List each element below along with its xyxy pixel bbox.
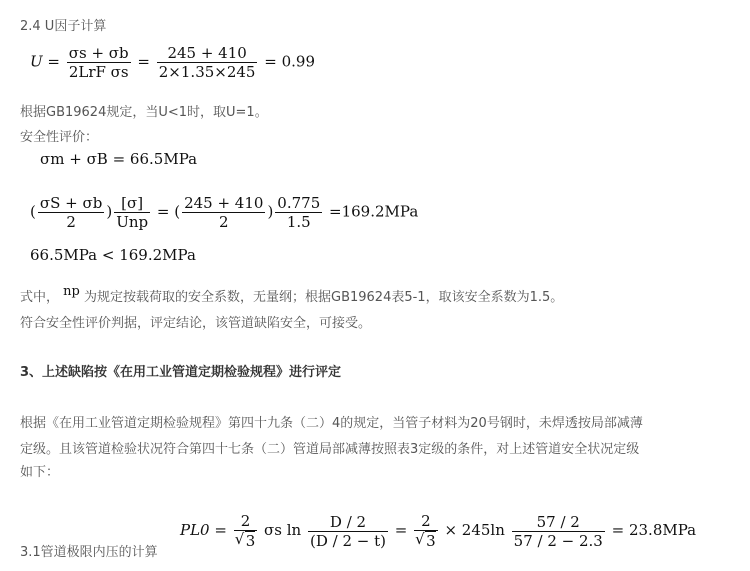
formula-u-frac1-num: σs + σb bbox=[68, 44, 129, 62]
formula-pl0-result: = 23.8MPa bbox=[611, 521, 697, 539]
explanation-symbol: np bbox=[63, 284, 80, 299]
section-3-para-line2: 定级。且该管道检验状况符合第四十七条（二）管道局部减薄按照表3定级的条件，对上述管道安全状况定级 bbox=[20, 442, 640, 457]
formula-u-frac1 bbox=[67, 44, 131, 81]
formula-pl0-frac4-num: 57 / 2 bbox=[512, 513, 605, 532]
section-3-para-line1: 根据《在用工业管道定期检验规程》第四十九条（二）4的规定，当管子材料为20号钢时，未焊透按局部减薄 bbox=[20, 416, 643, 431]
formula-pl0-frac4 bbox=[512, 513, 605, 550]
formula-ratio-frac-b-den: Unp bbox=[116, 213, 149, 231]
formula-ratio-frac-d bbox=[275, 194, 322, 231]
section-2-4-heading: 2.4 U因子计算 bbox=[20, 19, 107, 34]
formula-ratio-frac-c-num: 245 + 410 bbox=[184, 194, 264, 212]
formula-pl0-mid1: σs ln bbox=[264, 521, 302, 539]
gb-note: 根据GB19624规定，当U<1时，取U=1。 bbox=[20, 105, 268, 120]
section-3-para-line3: 如下： bbox=[20, 465, 60, 480]
formula-ratio-result: =169.2MPa bbox=[329, 202, 419, 221]
formula-pl0-mid2: × 245ln bbox=[444, 521, 505, 539]
formula-ratio-frac-a-den: 2 bbox=[66, 213, 76, 231]
safety-evaluation-label: 安全性评价： bbox=[20, 130, 99, 145]
formula-pl0-frac1-num: 2 bbox=[234, 512, 258, 531]
formula-pl0: PL0 = 2 √ 3 σs ln $\frac{D / 2}{(D / 2 - t)}$ = 2 √ 3 × 245ln $\frac{57 / 2}{57 / 2 - 2.3}$ = 23.8MPa bbox=[180, 512, 696, 550]
explanation-line bbox=[20, 284, 564, 308]
formula-ratio-frac-c bbox=[182, 194, 265, 231]
formula-u-frac2-den: 2×1.35×245 bbox=[158, 63, 256, 81]
formula-pl0-frac3 bbox=[414, 512, 438, 550]
formula-pl0-frac2 bbox=[308, 513, 388, 550]
formula-sum: σm + σB = 66.5MPa bbox=[40, 150, 198, 168]
formula-ratio-frac-c-den: 2 bbox=[218, 213, 229, 231]
formula-ratio-frac-b-num: [σ] bbox=[114, 194, 150, 213]
formula-ratio-frac-b bbox=[114, 194, 150, 231]
formula-ratio-frac-d-den: 1.5 bbox=[286, 213, 311, 231]
formula-ratio-frac-a-num: σS + σb bbox=[39, 194, 103, 212]
explanation-text: 为规定按载荷取的安全系数，无量纲；根据GB19624表5-1，取该安全系数为1.5。 bbox=[84, 290, 564, 305]
formula-u-result: = 0.99 bbox=[264, 52, 316, 71]
formula-u-lhs: U bbox=[30, 52, 43, 71]
formula-compare: 66.5MPa < 169.2MPa bbox=[30, 246, 196, 264]
formula-pl0-frac2-den: (D / 2 − t) bbox=[310, 531, 386, 550]
formula-pl0-frac1-den: √ 3 bbox=[245, 531, 256, 550]
conclusion-line: 符合安全性评价判据，评定结论，该管道缺陷安全，可接受。 bbox=[20, 316, 372, 331]
formula-u: U = $\frac{\sigma s + \sigma b}{\text{2LrF σs}}$ = $\frac{245 + 410}{2\times 1.35\times 245}$ = 0.99 bbox=[30, 44, 316, 81]
formula-u-frac2 bbox=[157, 44, 258, 81]
formula-ratio-frac-d-num: 0.775 bbox=[277, 194, 321, 212]
formula-ratio-frac-a bbox=[38, 194, 104, 231]
formula-u-frac1-den: 2LrF σs bbox=[68, 63, 129, 81]
formula-pl0-frac3-den: √ 3 bbox=[425, 531, 436, 550]
formula-ratio: ( $\frac{\sigma S + \sigma b}{2}$ ) $\frac{[\sigma]}{\text{Unp}}$ = ( $\frac{245 + 410}{2}$ ) $\frac{0.775}{1.5}$ =169.2MPa bbox=[30, 194, 419, 231]
formula-pl0-frac4-den: 57 / 2 − 2.3 bbox=[513, 531, 603, 550]
formula-u-frac2-num: 245 + 410 bbox=[157, 44, 258, 63]
section-3-1-heading: 3.1管道极限内压的计算 bbox=[20, 545, 158, 560]
section-3-heading: 3、上述缺陷按《在用工业管道定期检验规程》进行评定 bbox=[20, 365, 342, 380]
explanation-prefix: 式中， bbox=[20, 290, 60, 305]
formula-pl0-lhs: PL0 bbox=[180, 521, 210, 539]
formula-pl0-frac2-num: D / 2 bbox=[308, 513, 388, 532]
formula-pl0-frac1 bbox=[234, 512, 258, 550]
formula-pl0-frac3-num: 2 bbox=[414, 512, 438, 531]
